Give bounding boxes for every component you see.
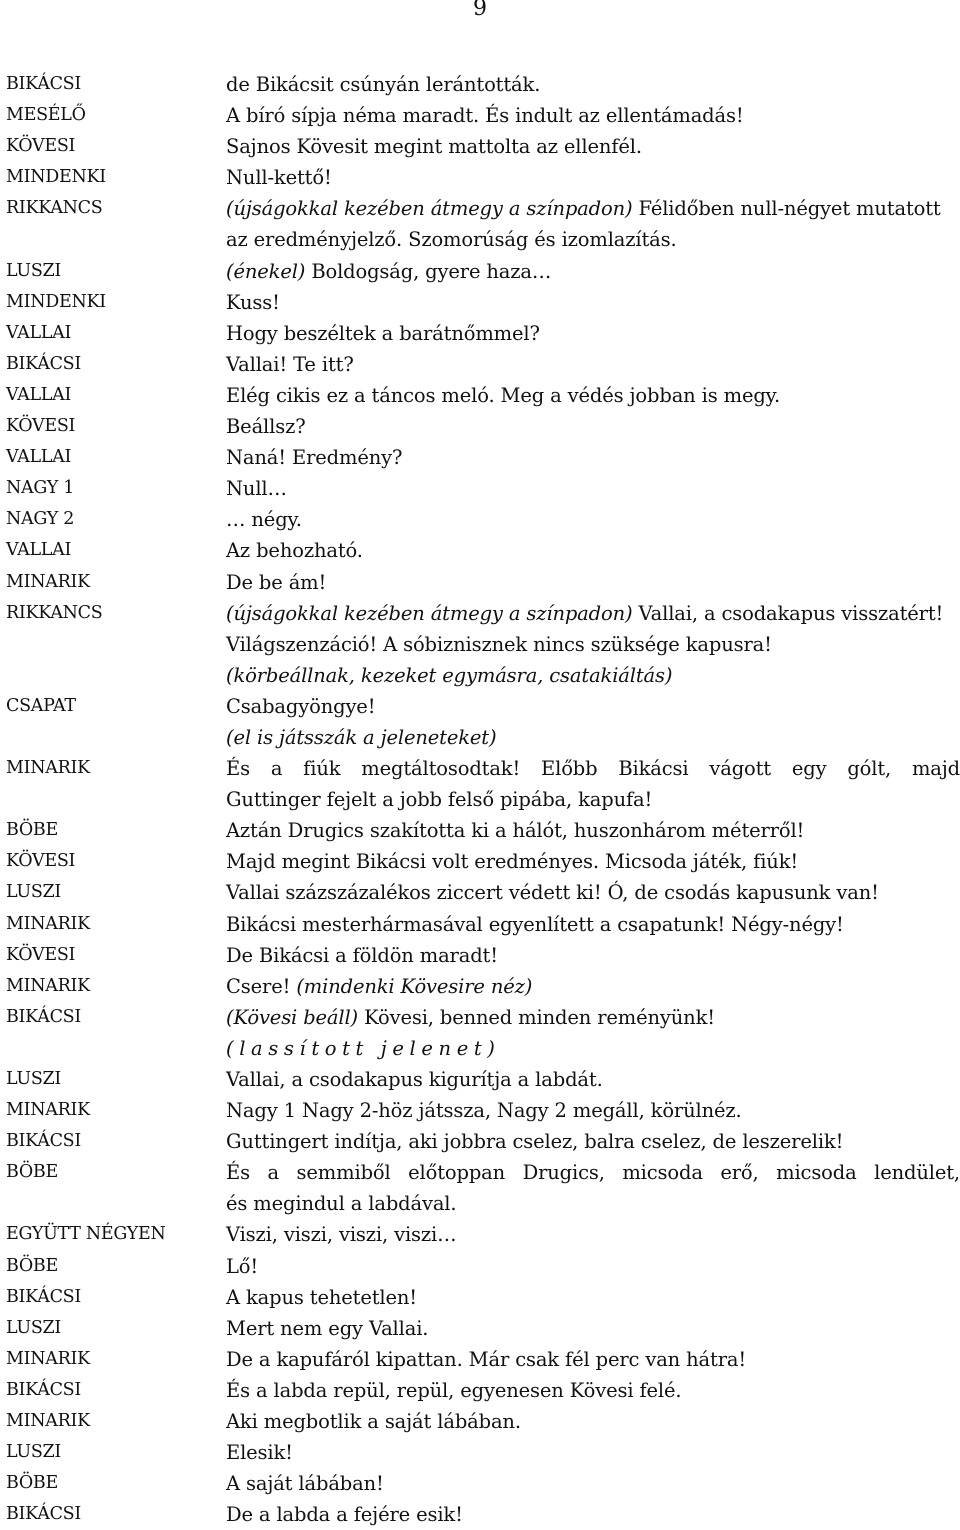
speaker-name: MINARIK xyxy=(6,913,90,934)
script-line xyxy=(6,100,960,131)
speaker-name: VALLAI xyxy=(6,384,72,405)
script-line xyxy=(6,1499,960,1530)
dialogue: Kövesi, benned minden reményünk! xyxy=(364,1005,715,1029)
stage-direction: (el is játsszák a jeleneteket) xyxy=(226,725,497,749)
dialogue: A bíró sípja néma maradt. És indult az ellentámadás! xyxy=(226,104,744,128)
script-line xyxy=(6,1126,960,1157)
speech-text xyxy=(226,567,960,598)
dialogue: De a labda a fejére esik! xyxy=(226,1503,463,1527)
speech-text xyxy=(226,380,960,411)
dialogue: Null… xyxy=(226,477,287,501)
script-line xyxy=(6,567,960,598)
script-line xyxy=(6,660,960,691)
dialogue: az eredményjelző. Szomorúság és izomlazítás. xyxy=(226,228,677,252)
speech-text xyxy=(226,660,960,691)
stage-direction: (újságokkal kezében átmegy a színpadon) xyxy=(226,601,633,625)
dialogue: Naná! Eredmény? xyxy=(226,446,403,470)
speech-text xyxy=(226,691,960,722)
dialogue: Vallai! Te itt? xyxy=(226,352,354,376)
speech-text xyxy=(226,846,960,877)
script-line xyxy=(6,535,960,566)
dialogue: Csere! xyxy=(226,974,291,998)
speech-text xyxy=(226,349,960,380)
speaker-name: LUSZI xyxy=(6,1317,61,1338)
script-line xyxy=(6,1033,960,1064)
dialogue: Vallai, a csodakapus visszatért! xyxy=(638,601,944,625)
script-line xyxy=(6,1157,960,1188)
speaker-name: BÖBE xyxy=(6,820,58,841)
script-line xyxy=(6,349,960,380)
script-line xyxy=(6,193,960,224)
dialogue: Az behozható. xyxy=(226,539,363,563)
speaker-name: MESÉLŐ xyxy=(6,105,86,126)
script-line xyxy=(6,1064,960,1095)
speaker-name: VALLAI xyxy=(6,540,72,561)
speech-text xyxy=(226,753,960,784)
script-line xyxy=(6,1375,960,1406)
speech-text xyxy=(226,1344,960,1375)
page-number: 9 xyxy=(473,0,487,21)
script-line xyxy=(6,971,960,1002)
speaker-name: VALLAI xyxy=(6,447,72,468)
speech-text xyxy=(226,442,960,473)
speech-text xyxy=(226,1251,960,1282)
script-line xyxy=(6,473,960,504)
speech-text xyxy=(226,815,960,846)
script-line xyxy=(6,318,960,349)
dialogue: Null-kettő! xyxy=(226,166,332,190)
speech-text xyxy=(226,909,960,940)
speaker-name: MINARIK xyxy=(6,975,90,996)
dialogue: … négy. xyxy=(226,508,302,532)
speaker-name: NAGY 2 xyxy=(6,509,75,530)
script-line xyxy=(6,784,960,815)
dialogue: Guttinger fejelt a jobb felső pipába, kapufa! xyxy=(226,788,653,812)
dialogue: Aki megbotlik a saját lábában. xyxy=(226,1410,521,1434)
script-line xyxy=(6,1219,960,1250)
speech-text xyxy=(226,535,960,566)
speech-text xyxy=(226,877,960,908)
speaker-name: KÖVESI xyxy=(6,136,76,157)
dialogue: De be ám! xyxy=(226,570,327,594)
speech-text xyxy=(226,1406,960,1437)
script-line xyxy=(6,1313,960,1344)
dialogue: és megindul a labdával. xyxy=(226,1192,457,1216)
speaker-name: BÖBE xyxy=(6,1162,58,1183)
script-line xyxy=(6,598,960,629)
dialogue: Hogy beszéltek a barátnőmmel? xyxy=(226,321,540,345)
script-line xyxy=(6,256,960,287)
speech-text xyxy=(226,722,960,753)
speech-text xyxy=(226,784,960,815)
speech-text xyxy=(226,1499,960,1530)
script-line xyxy=(6,1437,960,1468)
speech-text xyxy=(226,473,960,504)
speech-text xyxy=(226,504,960,535)
script-line xyxy=(6,1095,960,1126)
script-line xyxy=(6,1344,960,1375)
dialogue: Guttingert indítja, aki jobbra cselez, balra cselez, de leszerelik! xyxy=(226,1130,844,1154)
speaker-name: LUSZI xyxy=(6,1069,61,1089)
script-line xyxy=(6,1468,960,1499)
dialogue: Vallai százszázalékos ziccert védett ki! Ó, de csodás kapusunk van! xyxy=(226,881,879,905)
dialogue: Viszi, viszi, viszi, viszi… xyxy=(226,1223,457,1247)
speech-text xyxy=(226,1219,960,1250)
speech-text xyxy=(226,1437,960,1468)
speaker-name: MINDENKI xyxy=(6,291,106,312)
stage-direction: (mindenki Kövesire néz) xyxy=(296,974,533,998)
speaker-name: VALLAI xyxy=(6,322,72,343)
speech-text xyxy=(226,411,960,442)
script-line xyxy=(6,846,960,877)
speaker-name: BÖBE xyxy=(6,1255,58,1276)
script-line xyxy=(6,722,960,753)
speaker-name: MINARIK xyxy=(6,1100,90,1121)
script-line xyxy=(6,411,960,442)
script-line xyxy=(6,224,960,255)
speech-text xyxy=(226,256,960,287)
speech-text xyxy=(226,1064,960,1095)
speech-text xyxy=(226,224,960,255)
speaker-name: RIKKANCS xyxy=(6,198,103,219)
dialogue: de Bikácsit csúnyán lerántották. xyxy=(226,73,541,96)
speaker-name: KÖVESI xyxy=(6,944,76,965)
speech-text xyxy=(226,971,960,1002)
dialogue: Elesik! xyxy=(226,1441,293,1465)
dialogue: De a kapufáról kipattan. Már csak fél perc van hátra! xyxy=(226,1347,747,1371)
speaker-name: KÖVESI xyxy=(6,416,76,437)
dialogue: Csabagyöngye! xyxy=(226,694,376,718)
dialogue: Sajnos Kövesit megint mattolta az ellenfél. xyxy=(226,135,642,159)
dialogue: A kapus tehetetlen! xyxy=(226,1285,417,1309)
speech-text xyxy=(226,162,960,193)
speaker-name: BIKÁCSI xyxy=(6,353,81,374)
speech-text xyxy=(226,1033,960,1064)
speaker-name: MINARIK xyxy=(6,1348,90,1369)
speaker-name: EGYÜTT NÉGYEN xyxy=(6,1224,166,1245)
dialogue: De Bikácsi a földön maradt! xyxy=(226,943,498,967)
speech-text xyxy=(226,1157,960,1188)
speech-text xyxy=(226,1188,960,1219)
speaker-name: BIKÁCSI xyxy=(6,1131,81,1152)
speaker-name: MINARIK xyxy=(6,571,90,592)
speech-text xyxy=(226,1282,960,1313)
script-line xyxy=(6,287,960,318)
script-line xyxy=(6,753,960,784)
speaker-name: BIKÁCSI xyxy=(6,1504,81,1525)
dialogue: Elég cikis ez a táncos meló. Meg a védés jobban is megy. xyxy=(226,383,781,407)
speaker-name: LUSZI xyxy=(6,260,61,281)
speech-text xyxy=(226,1313,960,1344)
dialogue: Vallai, a csodakapus kigurítja a labdát. xyxy=(226,1068,603,1091)
speech-text xyxy=(226,193,960,224)
speaker-name: KÖVESI xyxy=(6,851,76,872)
dialogue: Világszenzáció! A sóbiznisznek nincs szüksége kapusra! xyxy=(226,632,772,656)
speech-text xyxy=(226,629,960,660)
script-line xyxy=(6,1251,960,1282)
speech-text xyxy=(226,1468,960,1499)
dialogue: Lő! xyxy=(226,1254,259,1278)
script-line xyxy=(6,504,960,535)
dialogue: Félidőben null-négyet mutatott xyxy=(638,197,941,221)
script-line xyxy=(6,909,960,940)
dialogue: A saját lábában! xyxy=(226,1472,384,1496)
speech-text xyxy=(226,1002,960,1033)
speaker-name: BÖBE xyxy=(6,1473,58,1494)
script-line xyxy=(6,629,960,660)
speaker-name: CSAPAT xyxy=(6,695,76,716)
speech-text xyxy=(226,1375,960,1406)
dialogue: És a semmiből előtoppan Drugics, micsoda erő, micsoda lendület, xyxy=(226,1161,960,1185)
script-line xyxy=(6,877,960,908)
speaker-name: BIKÁCSI xyxy=(6,1286,81,1307)
dialogue: Majd megint Bikácsi volt eredményes. Micsoda játék, fiúk! xyxy=(226,850,799,874)
speech-text xyxy=(226,598,960,629)
speaker-name: LUSZI xyxy=(6,1442,61,1463)
stage-direction: (újságokkal kezében átmegy a színpadon) xyxy=(226,197,633,221)
speaker-name: NAGY 1 xyxy=(6,478,75,499)
script-line xyxy=(6,1188,960,1219)
speaker-name: BIKÁCSI xyxy=(6,1379,81,1400)
script-line xyxy=(6,442,960,473)
dialogue: Beállsz? xyxy=(226,415,306,439)
dialogue: Kuss! xyxy=(226,290,280,314)
dialogue: Nagy 1 Nagy 2-höz játssza, Nagy 2 megáll, körülnéz. xyxy=(226,1099,742,1123)
speech-text xyxy=(226,1095,960,1126)
script-line xyxy=(6,380,960,411)
dialogue: Aztán Drugics szakította ki a hálót, huszonhárom méterről! xyxy=(226,819,805,843)
speaker-name: BIKÁCSI xyxy=(6,74,81,94)
dialogue: Bikácsi mesterhármasával egyenlített a csapatunk! Négy-négy! xyxy=(226,912,844,936)
script-line xyxy=(6,815,960,846)
speaker-name: MINARIK xyxy=(6,758,90,779)
speaker-name: MINARIK xyxy=(6,1411,90,1432)
script-line xyxy=(6,69,960,100)
speech-text xyxy=(226,318,960,349)
speaker-name: MINDENKI xyxy=(6,167,106,188)
script-line xyxy=(6,1282,960,1313)
script-line xyxy=(6,131,960,162)
speech-text xyxy=(226,1126,960,1157)
speaker-name: LUSZI xyxy=(6,882,61,903)
speech-text xyxy=(226,100,960,131)
script-line xyxy=(6,940,960,971)
speaker-name: RIKKANCS xyxy=(6,602,103,623)
speech-text xyxy=(226,940,960,971)
stage-direction: (lassított jelenet) xyxy=(226,1036,501,1060)
speech-text xyxy=(226,69,960,100)
stage-direction: (körbeállnak, kezeket egymásra, csatakiáltás) xyxy=(226,663,673,687)
script-line xyxy=(6,162,960,193)
stage-direction: (énekel) xyxy=(226,259,306,283)
script-line xyxy=(6,691,960,722)
speech-text xyxy=(226,131,960,162)
dialogue: És a labda repül, repül, egyenesen Kövesi felé. xyxy=(226,1378,682,1402)
script-body xyxy=(6,69,960,1530)
speaker-name: BIKÁCSI xyxy=(6,1006,81,1027)
dialogue: Boldogság, gyere haza… xyxy=(311,259,552,283)
script-line xyxy=(6,1002,960,1033)
dialogue: Mert nem egy Vallai. xyxy=(226,1316,429,1340)
stage-direction: (Kövesi beáll) xyxy=(226,1005,359,1029)
dialogue: És a fiúk megtáltosodtak! Előbb Bikácsi vágott egy gólt, majd xyxy=(226,757,960,781)
script-line xyxy=(6,1406,960,1437)
speech-text xyxy=(226,287,960,318)
